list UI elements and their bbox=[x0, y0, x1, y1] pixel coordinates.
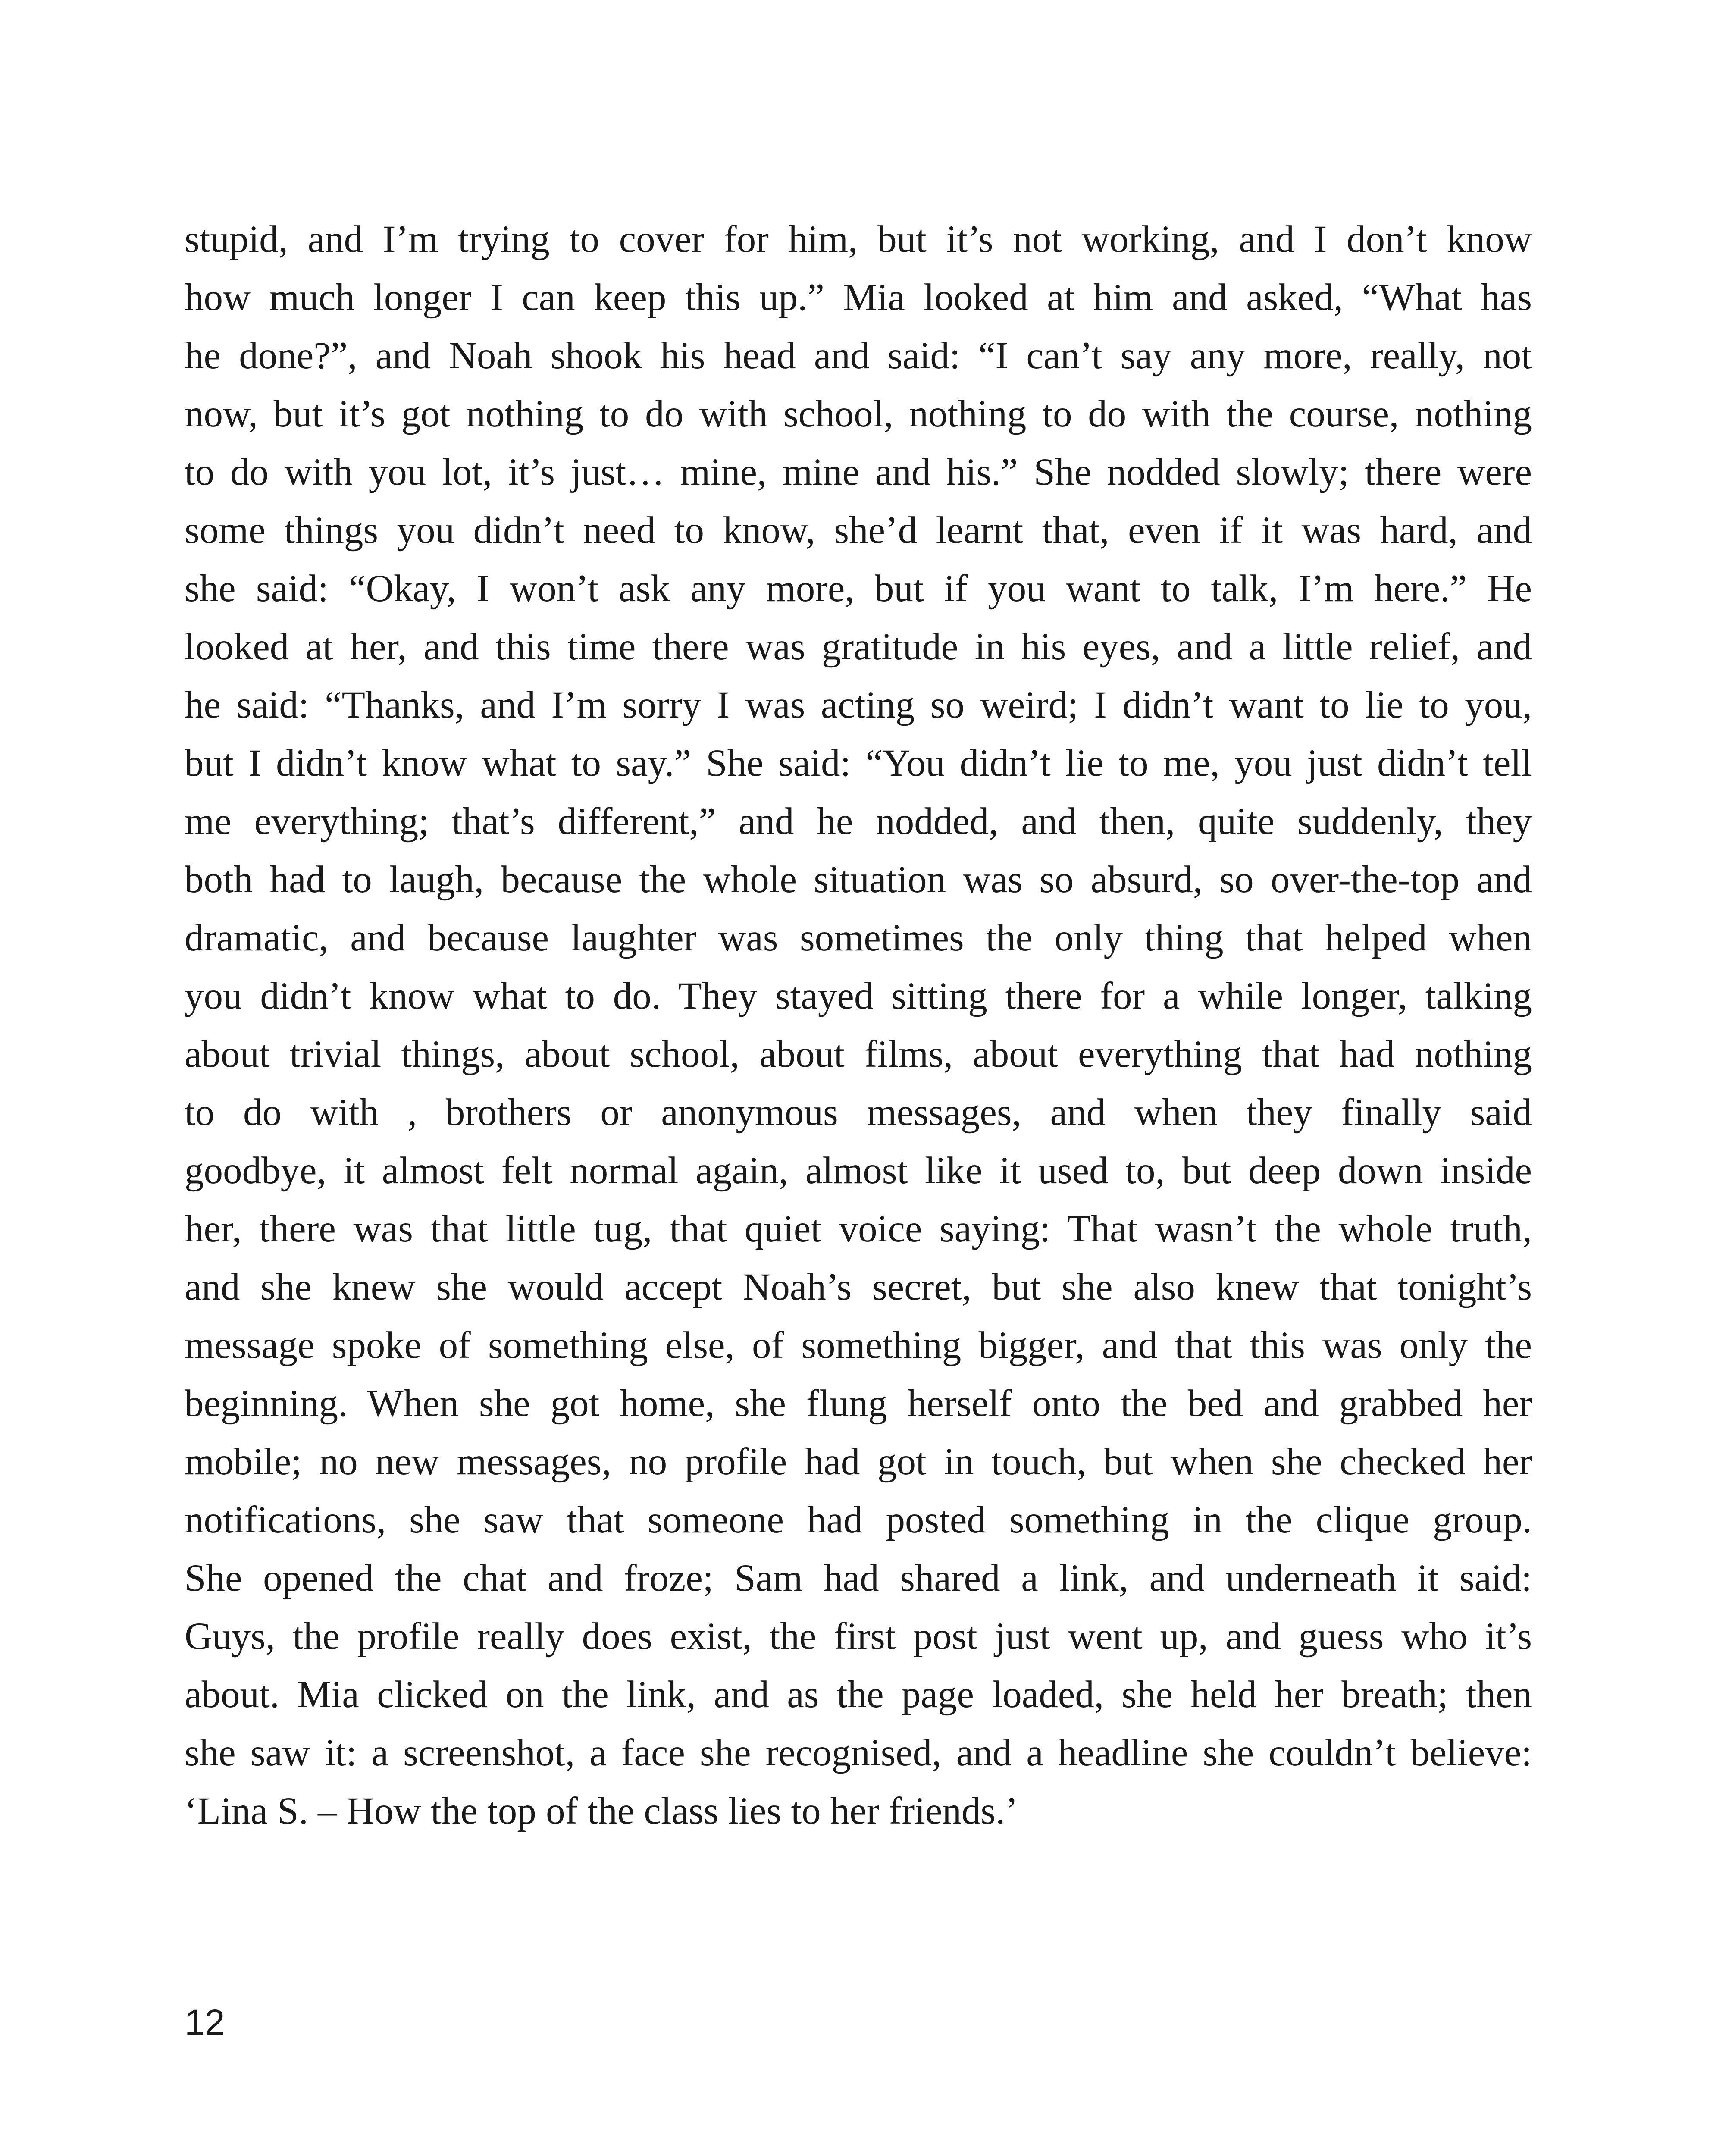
text-line: he said: “Thanks, and I’m sorry I was acting so weird; I didn’t want to lie to you, bbox=[185, 684, 1532, 726]
text-line: me everything; that’s different,” and he nodded, and then, quite suddenly, they bbox=[185, 800, 1532, 843]
text-line: her, there was that little tug, that quiet voice saying: That wasn’t the whole truth, bbox=[185, 1208, 1532, 1250]
body-text bbox=[185, 210, 1532, 1840]
text-line: beginning. When she got home, she flung herself onto the bed and grabbed her bbox=[185, 1382, 1532, 1425]
text-line: notifications, she saw that someone had posted something in the clique group. bbox=[185, 1499, 1532, 1541]
text-line: about. Mia clicked on the link, and as the page loaded, she held her breath; then bbox=[185, 1673, 1532, 1716]
text-line: to do with , brothers or anonymous messages, and when they finally said bbox=[185, 1091, 1532, 1134]
text-line: dramatic, and because laughter was sometimes the only thing that helped when bbox=[185, 917, 1532, 959]
page-number: 12 bbox=[185, 2002, 225, 2043]
text-line: message spoke of something else, of something bigger, and that this was only the bbox=[185, 1324, 1532, 1366]
text-line: some things you didn’t need to know, she’d learnt that, even if it was hard, and bbox=[185, 509, 1532, 552]
text-line: stupid, and I’m trying to cover for him, but it’s not working, and I don’t know bbox=[185, 218, 1532, 260]
text-line: She opened the chat and froze; Sam had shared a link, and underneath it said: bbox=[185, 1557, 1532, 1599]
text-line: about trivial things, about school, about films, about everything that had nothing bbox=[185, 1033, 1532, 1075]
text-line: goodbye, it almost felt normal again, almost like it used to, but deep down inside bbox=[185, 1150, 1532, 1192]
text-line: how much longer I can keep this up.” Mia looked at him and asked, “What has bbox=[185, 276, 1532, 319]
text-line: he done?”, and Noah shook his head and said: “I can’t say any more, really, not bbox=[185, 335, 1532, 377]
text-line: looked at her, and this time there was gratitude in his eyes, and a little relief, and bbox=[185, 626, 1532, 668]
text-line: but I didn’t know what to say.” She said: “You didn’t lie to me, you just didn’t tell bbox=[185, 742, 1532, 784]
text-line: you didn’t know what to do. They stayed sitting there for a while longer, talking bbox=[185, 975, 1532, 1017]
text-line: she said: “Okay, I won’t ask any more, but if you want to talk, I’m here.” He bbox=[185, 567, 1532, 610]
text-line: both had to laugh, because the whole situation was so absurd, so over-the-top and bbox=[185, 859, 1532, 901]
text-line: Guys, the profile really does exist, the first post just went up, and guess who it’s bbox=[185, 1615, 1532, 1658]
text-line: now, but it’s got nothing to do with school, nothing to do with the course, nothing bbox=[185, 393, 1532, 435]
text-line: to do with you lot, it’s just… mine, mine and his.” She nodded slowly; there were bbox=[185, 451, 1532, 493]
text-line: mobile; no new messages, no profile had got in touch, but when she checked her bbox=[185, 1441, 1532, 1483]
text-line: ‘Lina S. – How the top of the class lies to her friends.’ bbox=[185, 1790, 1018, 1832]
text-line: and she knew she would accept Noah’s secret, but she also knew that tonight’s bbox=[185, 1266, 1532, 1308]
text-line: she saw it: a screenshot, a face she recognised, and a headline she couldn’t believe: bbox=[185, 1732, 1532, 1774]
